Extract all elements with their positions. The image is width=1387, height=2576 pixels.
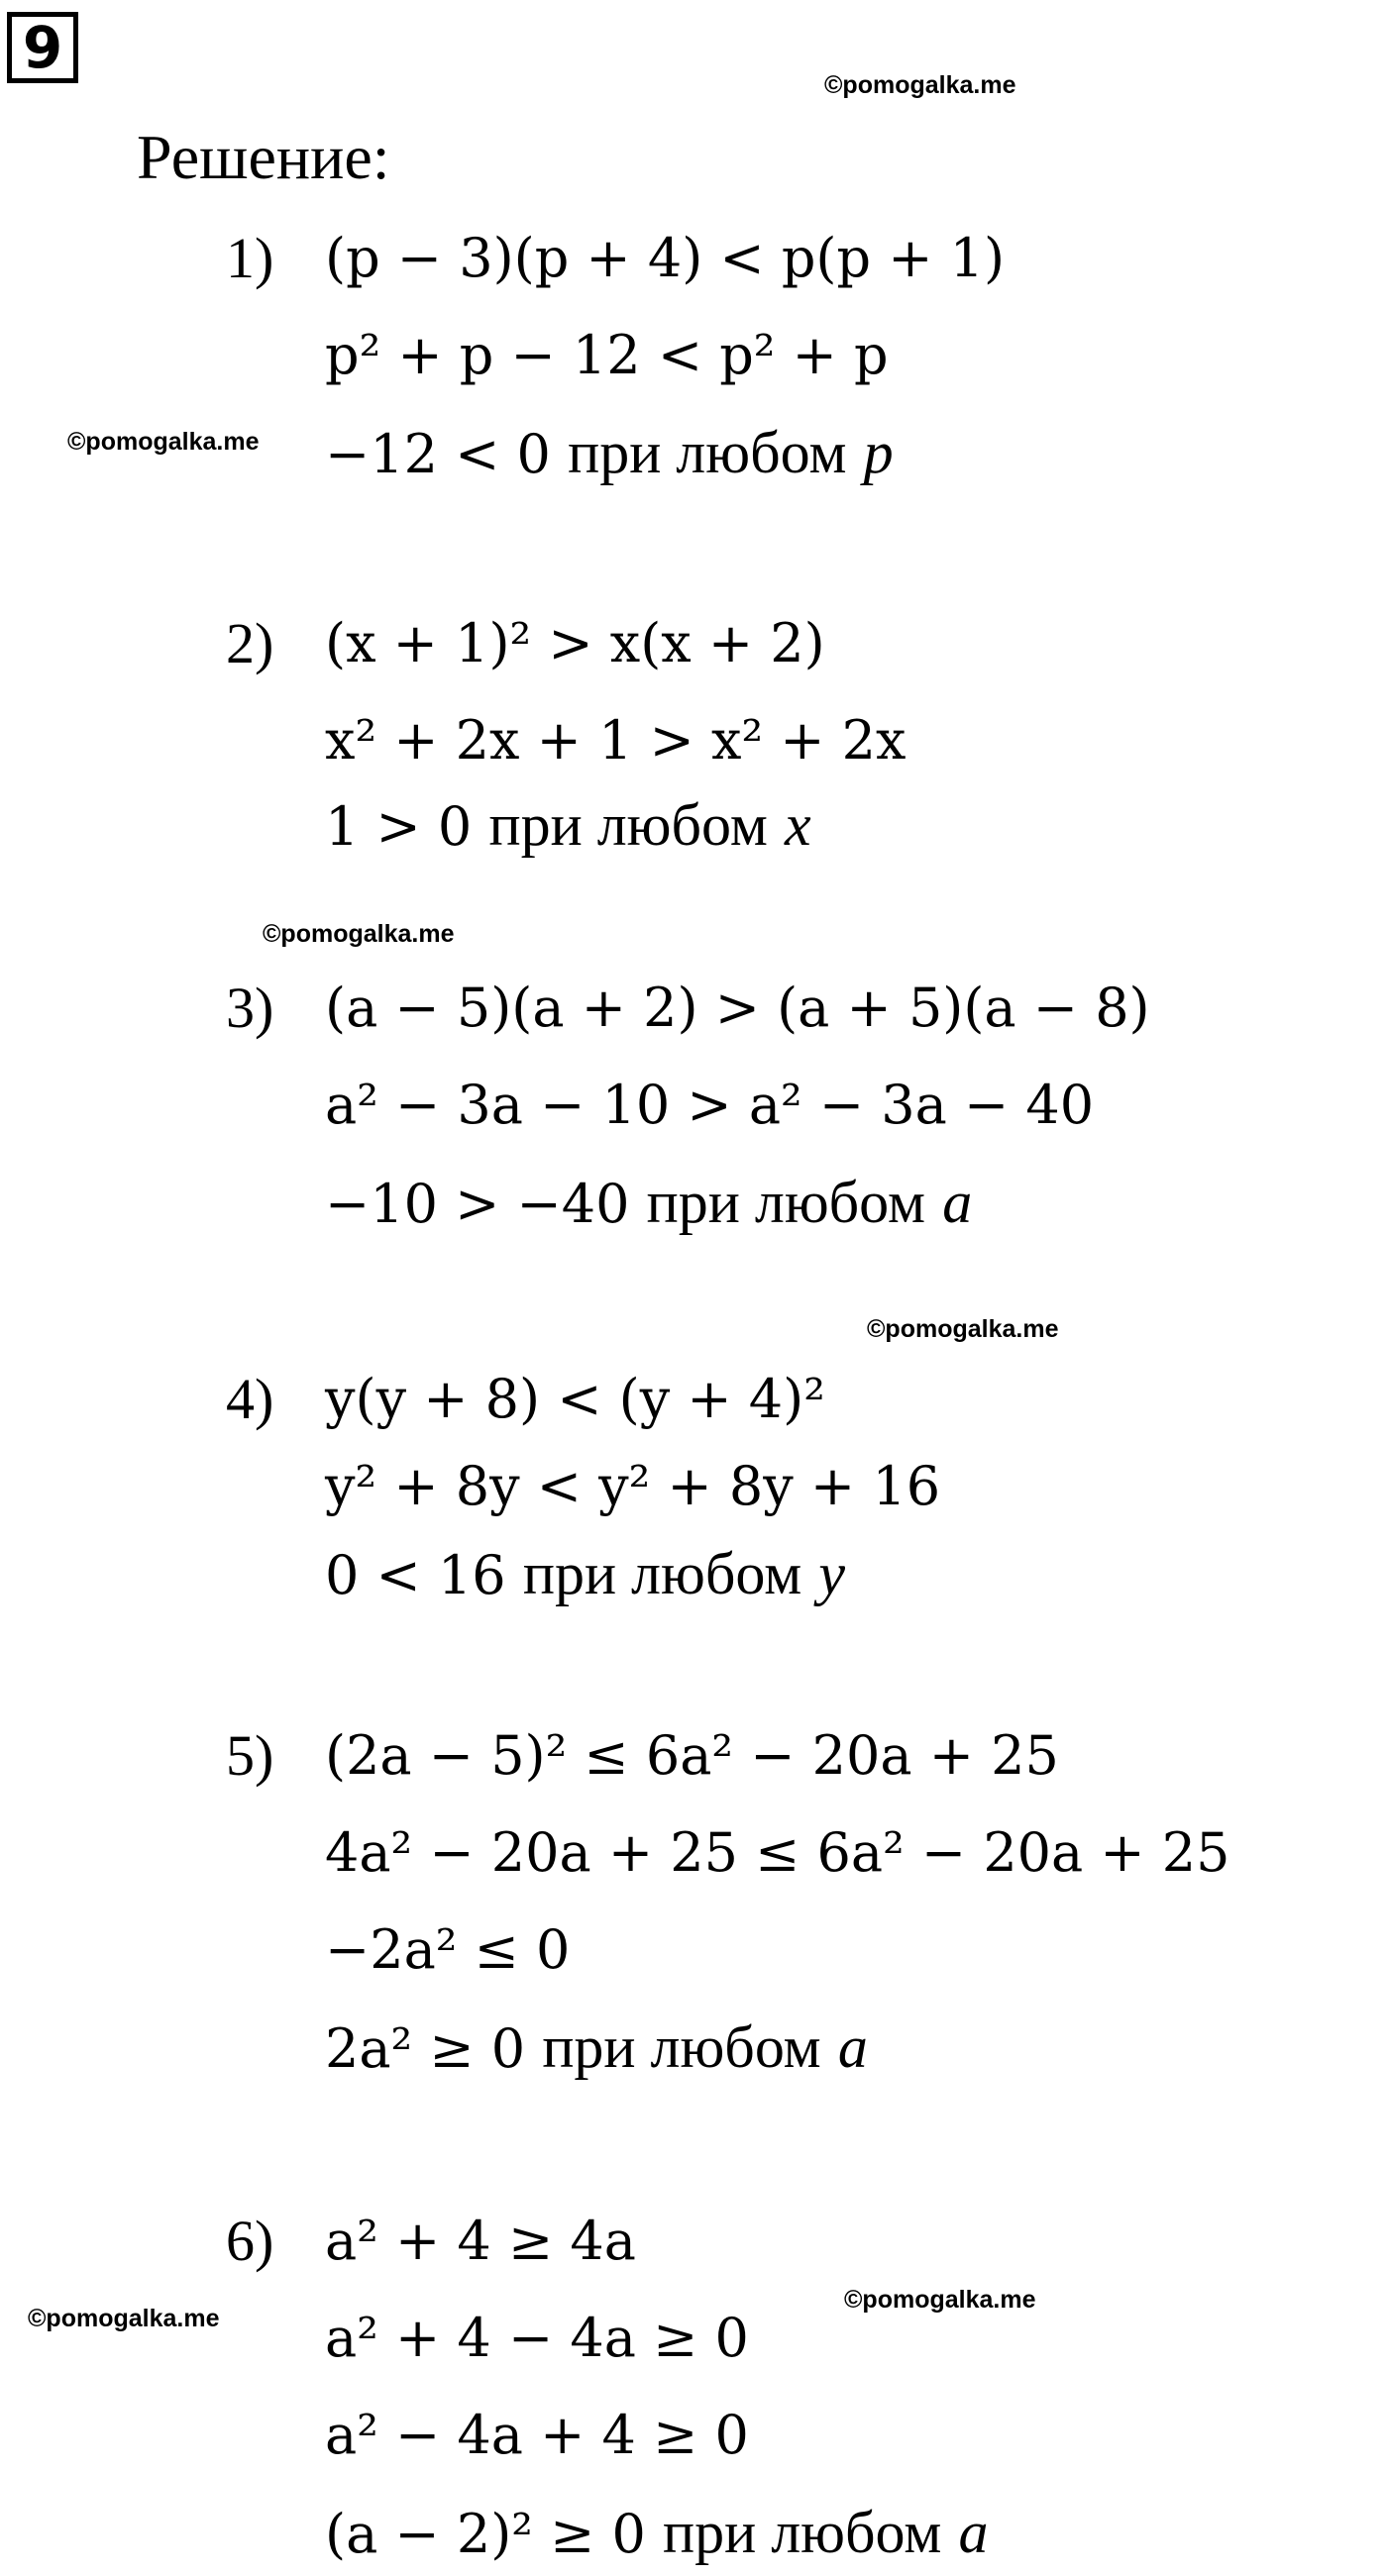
math-line: (x + 1)² > x(x + 2) <box>325 612 825 674</box>
variable: a <box>837 2014 868 2080</box>
task-number-badge: 9 <box>7 12 78 83</box>
conclusion-text: при любом <box>542 2014 821 2080</box>
conclusion-text: при любом <box>646 1170 926 1235</box>
math-line: y² + 8y < y² + 8y + 16 <box>325 1455 941 1517</box>
watermark: ©pomogalka.me <box>867 1315 1059 1343</box>
math-line: (2a − 5)² ≤ 6a² − 20a + 25 <box>325 1724 1059 1787</box>
math-expression: (a − 2)² ≥ 0 <box>325 2503 646 2565</box>
variable: a <box>942 1170 973 1235</box>
conclusion-text: при любом <box>488 792 768 858</box>
math-line: y(y + 8) < (y + 4)² <box>325 1368 825 1430</box>
math-line: 4a² − 20a + 25 ≤ 6a² − 20a + 25 <box>325 1821 1230 1884</box>
conclusion-line <box>325 2500 989 2567</box>
math-expression: −10 > −40 <box>325 1173 630 1235</box>
problem-number: 3) <box>226 976 274 1040</box>
conclusion-text: при любом <box>663 2500 942 2565</box>
conclusion-line <box>325 792 811 860</box>
problem-number: 1) <box>226 226 274 290</box>
variable: x <box>784 792 811 858</box>
watermark: ©pomogalka.me <box>263 920 455 948</box>
math-line: a² − 4a + 4 ≥ 0 <box>325 2404 749 2466</box>
problem-number: 2) <box>226 611 274 675</box>
problem-number: 4) <box>226 1367 274 1431</box>
conclusion-line <box>325 420 894 487</box>
conclusion-text: при любом <box>522 1541 802 1606</box>
math-line: a² − 3a − 10 > a² − 3a − 40 <box>325 1074 1095 1136</box>
math-line: (p − 3)(p + 4) < p(p + 1) <box>325 227 1006 289</box>
conclusion-line <box>325 2014 868 2082</box>
watermark: ©pomogalka.me <box>824 71 1016 99</box>
problem-number: 5) <box>226 1723 274 1788</box>
math-line: x² + 2x + 1 > x² + 2x <box>325 709 907 772</box>
solution-heading: Решение: <box>137 122 390 192</box>
math-expression: 0 < 16 <box>325 1544 506 1606</box>
conclusion-text: при любом <box>568 420 847 485</box>
math-line: a² + 4 ≥ 4a <box>325 2210 636 2272</box>
variable: a <box>958 2500 989 2565</box>
problem-number: 6) <box>226 2209 274 2273</box>
conclusion-line <box>325 1170 972 1237</box>
variable: y <box>818 1541 845 1606</box>
math-line: (a − 5)(a + 2) > (a + 5)(a − 8) <box>325 977 1150 1039</box>
watermark: ©pomogalka.me <box>67 428 260 456</box>
math-expression: 1 > 0 <box>325 795 473 858</box>
math-line: a² + 4 − 4a ≥ 0 <box>325 2307 749 2369</box>
conclusion-line <box>325 1541 845 1608</box>
math-expression: −12 < 0 <box>325 423 551 485</box>
math-line: p² + p − 12 < p² + p <box>325 324 889 386</box>
watermark: ©pomogalka.me <box>28 2305 220 2332</box>
variable: p <box>863 420 894 485</box>
math-line: −2a² ≤ 0 <box>325 1918 571 1981</box>
math-expression: 2a² ≥ 0 <box>325 2017 526 2080</box>
watermark: ©pomogalka.me <box>844 2286 1036 2314</box>
